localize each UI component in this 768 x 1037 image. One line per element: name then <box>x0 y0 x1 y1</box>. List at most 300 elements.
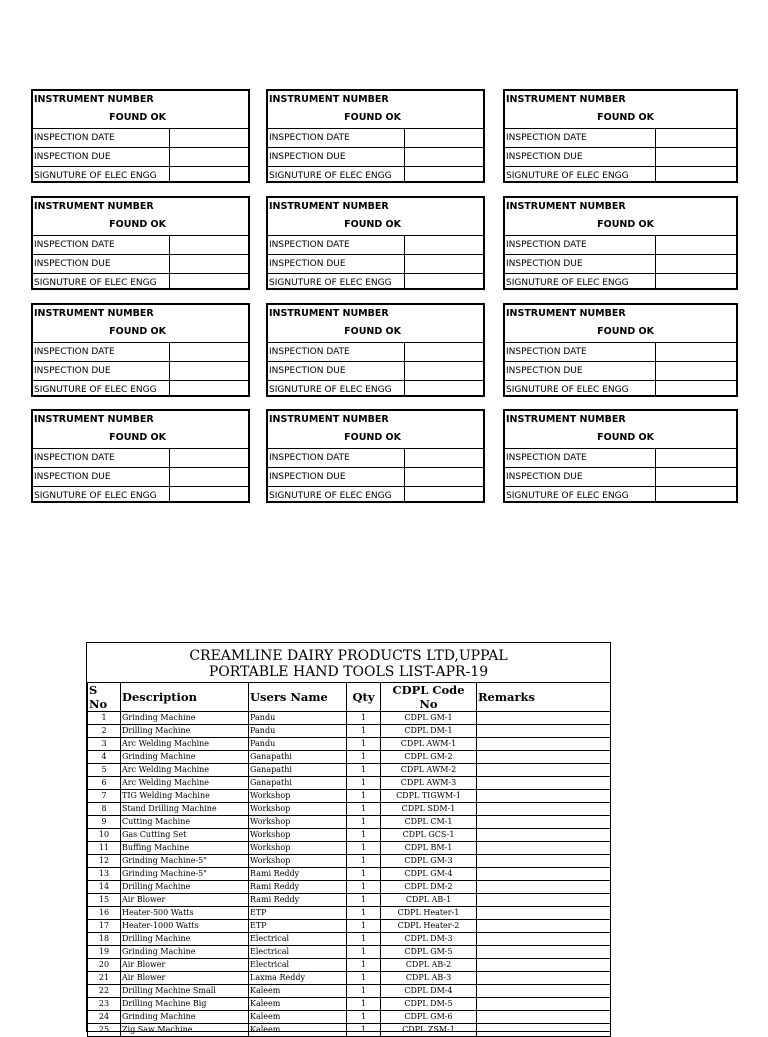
instrument-tag <box>266 196 485 290</box>
cell-sno: 12 <box>88 855 121 868</box>
cell-remarks <box>477 959 611 972</box>
table-header-row <box>88 683 611 712</box>
tools-table <box>87 682 611 1037</box>
cell-sno: 18 <box>88 933 121 946</box>
cell-users-name: Workshop <box>249 790 347 803</box>
company-title: CREAMLINE DAIRY PRODUCTS LTD,UPPAL <box>189 648 508 664</box>
cell-qty: 1 <box>347 1024 381 1037</box>
signature-label: SIGNUTURE OF ELEC ENGG <box>269 385 392 395</box>
cell-description: Grinding Machine <box>121 1011 249 1024</box>
cell-description: Air Blower <box>121 894 249 907</box>
inspection-due-row <box>33 361 248 380</box>
cell-code: CDPL SDM-1 <box>381 803 477 816</box>
cell-remarks <box>477 894 611 907</box>
cell-users-name: Kaleem <box>249 1024 347 1037</box>
inspection-due-row <box>33 147 248 166</box>
cell-remarks <box>477 803 611 816</box>
tools-list <box>86 642 611 1032</box>
inspection-due-label: INSPECTION DUE <box>506 366 583 376</box>
table-row <box>88 946 611 959</box>
value-column-divider <box>655 128 656 181</box>
signature-row <box>505 166 736 185</box>
cell-description: Air Blower <box>121 972 249 985</box>
cell-remarks <box>477 842 611 855</box>
cell-code: CDPL DM-3 <box>381 933 477 946</box>
cell-users-name: Electrical <box>249 959 347 972</box>
cell-qty: 1 <box>347 907 381 920</box>
cell-remarks <box>477 972 611 985</box>
value-column-divider <box>404 342 405 395</box>
cell-users-name: Kaleem <box>249 985 347 998</box>
instrument-tag <box>503 303 738 397</box>
instrument-number-label: INSTRUMENT NUMBER <box>34 94 154 105</box>
signature-label: SIGNUTURE OF ELEC ENGG <box>34 278 157 288</box>
instrument-tags-grid <box>31 89 738 509</box>
table-row <box>88 868 611 881</box>
cell-users-name: Workshop <box>249 816 347 829</box>
inspection-due-row <box>33 467 248 486</box>
cell-sno: 6 <box>88 777 121 790</box>
instrument-tag <box>31 89 250 183</box>
inspection-date-row <box>505 235 736 254</box>
table-row <box>88 777 611 790</box>
table-row <box>88 881 611 894</box>
cell-code: CDPL AB-2 <box>381 959 477 972</box>
cell-description: Grinding Machine-5" <box>121 855 249 868</box>
cell-description: Arc Welding Machine <box>121 777 249 790</box>
signature-row <box>268 486 483 505</box>
inspection-date-row <box>268 128 483 147</box>
inspection-due-row <box>505 254 736 273</box>
cell-remarks <box>477 985 611 998</box>
cell-description: Grinding Machine <box>121 751 249 764</box>
cell-sno: 4 <box>88 751 121 764</box>
cell-description: Buffing Machine <box>121 842 249 855</box>
cell-code: CDPL GCS-1 <box>381 829 477 842</box>
inspection-date-label: INSPECTION DATE <box>34 133 115 143</box>
signature-label: SIGNUTURE OF ELEC ENGG <box>34 385 157 395</box>
signature-label: SIGNUTURE OF ELEC ENGG <box>506 385 629 395</box>
cell-code: CDPL ZSM-1 <box>381 1024 477 1037</box>
cell-code: CDPL AB-3 <box>381 972 477 985</box>
cell-description: Zig Saw Machine <box>121 1024 249 1037</box>
signature-row <box>505 273 736 292</box>
cell-qty: 1 <box>347 842 381 855</box>
inspection-due-row <box>505 147 736 166</box>
inspection-date-row <box>33 342 248 361</box>
header-qty: Qty <box>347 683 381 712</box>
cell-users-name: Pandu <box>249 712 347 725</box>
table-row <box>88 998 611 1011</box>
cell-qty: 1 <box>347 959 381 972</box>
cell-remarks <box>477 1024 611 1037</box>
cell-description: Arc Welding Machine <box>121 764 249 777</box>
found-ok-label: FOUND OK <box>109 326 166 337</box>
inspection-due-label: INSPECTION DUE <box>506 472 583 482</box>
value-column-divider <box>404 448 405 501</box>
cell-code: CDPL Heater-1 <box>381 907 477 920</box>
cell-qty: 1 <box>347 946 381 959</box>
table-row <box>88 725 611 738</box>
table-row <box>88 829 611 842</box>
table-row <box>88 738 611 751</box>
cell-sno: 14 <box>88 881 121 894</box>
instrument-number-label: INSTRUMENT NUMBER <box>506 201 626 212</box>
inspection-date-row <box>33 235 248 254</box>
cell-users-name: ETP <box>249 907 347 920</box>
cell-code: CDPL AWM-2 <box>381 764 477 777</box>
signature-label: SIGNUTURE OF ELEC ENGG <box>269 491 392 501</box>
instrument-tag <box>503 196 738 290</box>
instrument-number-label: INSTRUMENT NUMBER <box>34 414 154 425</box>
cell-remarks <box>477 855 611 868</box>
cell-sno: 23 <box>88 998 121 1011</box>
found-ok-label: FOUND OK <box>597 112 654 123</box>
inspection-date-row <box>268 342 483 361</box>
table-row <box>88 816 611 829</box>
found-ok-label: FOUND OK <box>597 219 654 230</box>
cell-sno: 25 <box>88 1024 121 1037</box>
cell-remarks <box>477 712 611 725</box>
cell-users-name: Workshop <box>249 842 347 855</box>
cell-qty: 1 <box>347 803 381 816</box>
table-row <box>88 751 611 764</box>
instrument-tag <box>503 89 738 183</box>
cell-description: Drilling Machine <box>121 881 249 894</box>
cell-users-name: Laxma Reddy <box>249 972 347 985</box>
cell-description: Gas Cutting Set <box>121 829 249 842</box>
instrument-tag <box>31 303 250 397</box>
cell-qty: 1 <box>347 920 381 933</box>
cell-description: TIG Welding Machine <box>121 790 249 803</box>
cell-description: Grinding Machine <box>121 712 249 725</box>
inspection-date-row <box>505 128 736 147</box>
inspection-date-label: INSPECTION DATE <box>506 347 587 357</box>
cell-sno: 20 <box>88 959 121 972</box>
signature-row <box>33 166 248 185</box>
inspection-date-label: INSPECTION DATE <box>269 347 350 357</box>
cell-remarks <box>477 790 611 803</box>
cell-qty: 1 <box>347 738 381 751</box>
cell-qty: 1 <box>347 985 381 998</box>
signature-row <box>268 380 483 399</box>
cell-description: Heater-500 Watts <box>121 907 249 920</box>
found-ok-label: FOUND OK <box>597 432 654 443</box>
cell-users-name: Rami Reddy <box>249 868 347 881</box>
cell-code: CDPL DM-4 <box>381 985 477 998</box>
cell-remarks <box>477 829 611 842</box>
value-column-divider <box>169 128 170 181</box>
instrument-number-label: INSTRUMENT NUMBER <box>269 94 389 105</box>
cell-qty: 1 <box>347 855 381 868</box>
cell-users-name: Pandu <box>249 738 347 751</box>
cell-code: CDPL DM-5 <box>381 998 477 1011</box>
table-row <box>88 972 611 985</box>
instrument-number-label: INSTRUMENT NUMBER <box>506 308 626 319</box>
cell-sno: 9 <box>88 816 121 829</box>
cell-users-name: Kaleem <box>249 1011 347 1024</box>
cell-description: Grinding Machine-5" <box>121 868 249 881</box>
cell-qty: 1 <box>347 829 381 842</box>
cell-description: Drilling Machine <box>121 725 249 738</box>
found-ok-label: FOUND OK <box>109 112 166 123</box>
inspection-due-label: INSPECTION DUE <box>506 259 583 269</box>
cell-qty: 1 <box>347 894 381 907</box>
inspection-due-label: INSPECTION DUE <box>269 152 346 162</box>
inspection-due-row <box>268 254 483 273</box>
cell-qty: 1 <box>347 972 381 985</box>
cell-qty: 1 <box>347 868 381 881</box>
cell-qty: 1 <box>347 816 381 829</box>
cell-remarks <box>477 751 611 764</box>
cell-users-name: Workshop <box>249 803 347 816</box>
signature-row <box>33 273 248 292</box>
cell-code: CDPL DM-1 <box>381 725 477 738</box>
signature-row <box>505 486 736 505</box>
cell-users-name: Ganapathi <box>249 751 347 764</box>
cell-qty: 1 <box>347 712 381 725</box>
found-ok-label: FOUND OK <box>597 326 654 337</box>
table-row <box>88 894 611 907</box>
instrument-number-label: INSTRUMENT NUMBER <box>34 308 154 319</box>
inspection-due-label: INSPECTION DUE <box>34 259 111 269</box>
cell-description: Stand Drilling Machine <box>121 803 249 816</box>
cell-remarks <box>477 946 611 959</box>
instrument-number-label: INSTRUMENT NUMBER <box>34 201 154 212</box>
inspection-date-row <box>33 128 248 147</box>
cell-code: CDPL GM-1 <box>381 712 477 725</box>
cell-code: CDPL GM-3 <box>381 855 477 868</box>
instrument-number-label: INSTRUMENT NUMBER <box>269 414 389 425</box>
cell-qty: 1 <box>347 777 381 790</box>
header-description: Description <box>121 683 249 712</box>
cell-remarks <box>477 881 611 894</box>
cell-sno: 1 <box>88 712 121 725</box>
cell-sno: 3 <box>88 738 121 751</box>
signature-label: SIGNUTURE OF ELEC ENGG <box>506 491 629 501</box>
list-subtitle: PORTABLE HAND TOOLS LIST-APR-19 <box>208 664 489 680</box>
inspection-date-label: INSPECTION DATE <box>506 240 587 250</box>
cell-qty: 1 <box>347 751 381 764</box>
signature-label: SIGNUTURE OF ELEC ENGG <box>506 171 629 181</box>
inspection-due-label: INSPECTION DUE <box>34 152 111 162</box>
cell-qty: 1 <box>347 764 381 777</box>
signature-label: SIGNUTURE OF ELEC ENGG <box>34 171 157 181</box>
cell-sno: 2 <box>88 725 121 738</box>
instrument-number-label: INSTRUMENT NUMBER <box>269 308 389 319</box>
table-row <box>88 712 611 725</box>
instrument-tag <box>503 409 738 503</box>
inspection-date-row <box>505 342 736 361</box>
cell-users-name: Rami Reddy <box>249 894 347 907</box>
inspection-date-label: INSPECTION DATE <box>34 347 115 357</box>
table-row <box>88 907 611 920</box>
signature-row <box>268 273 483 292</box>
cell-description: Heater-1000 Watts <box>121 920 249 933</box>
instrument-tag <box>266 409 485 503</box>
cell-qty: 1 <box>347 790 381 803</box>
header-remarks: Remarks <box>477 683 611 712</box>
inspection-date-label: INSPECTION DATE <box>506 453 587 463</box>
found-ok-label: FOUND OK <box>344 432 401 443</box>
cell-remarks <box>477 816 611 829</box>
header-code: CDPL Code No <box>381 683 477 712</box>
inspection-date-row <box>505 448 736 467</box>
signature-label: SIGNUTURE OF ELEC ENGG <box>269 171 392 181</box>
signature-row <box>268 166 483 185</box>
inspection-due-label: INSPECTION DUE <box>269 366 346 376</box>
table-row <box>88 855 611 868</box>
cell-remarks <box>477 1011 611 1024</box>
found-ok-label: FOUND OK <box>109 432 166 443</box>
cell-remarks <box>477 738 611 751</box>
cell-description: Drilling Machine <box>121 933 249 946</box>
cell-remarks <box>477 998 611 1011</box>
cell-users-name: Ganapathi <box>249 777 347 790</box>
instrument-number-label: INSTRUMENT NUMBER <box>506 94 626 105</box>
table-row <box>88 842 611 855</box>
inspection-date-row <box>268 235 483 254</box>
cell-code: CDPL CM-1 <box>381 816 477 829</box>
cell-code: CDPL AB-1 <box>381 894 477 907</box>
inspection-due-label: INSPECTION DUE <box>34 472 111 482</box>
cell-sno: 16 <box>88 907 121 920</box>
cell-remarks <box>477 920 611 933</box>
cell-remarks <box>477 764 611 777</box>
table-row <box>88 920 611 933</box>
cell-code: CDPL DM-2 <box>381 881 477 894</box>
cell-users-name: Workshop <box>249 829 347 842</box>
cell-sno: 11 <box>88 842 121 855</box>
cell-description: Arc Welding Machine <box>121 738 249 751</box>
found-ok-label: FOUND OK <box>109 219 166 230</box>
value-column-divider <box>655 342 656 395</box>
header-users-name: Users Name <box>249 683 347 712</box>
inspection-date-label: INSPECTION DATE <box>269 240 350 250</box>
inspection-date-label: INSPECTION DATE <box>269 133 350 143</box>
inspection-due-row <box>505 361 736 380</box>
value-column-divider <box>404 235 405 288</box>
cell-remarks <box>477 907 611 920</box>
cell-code: CDPL Heater-2 <box>381 920 477 933</box>
inspection-date-label: INSPECTION DATE <box>269 453 350 463</box>
cell-users-name: Kaleem <box>249 998 347 1011</box>
inspection-due-row <box>268 361 483 380</box>
inspection-due-row <box>33 254 248 273</box>
value-column-divider <box>404 128 405 181</box>
found-ok-label: FOUND OK <box>344 326 401 337</box>
instrument-tag <box>266 89 485 183</box>
cell-users-name: Ganapathi <box>249 764 347 777</box>
signature-row <box>33 380 248 399</box>
cell-description: Drilling Machine Small <box>121 985 249 998</box>
inspection-due-row <box>505 467 736 486</box>
instrument-number-label: INSTRUMENT NUMBER <box>506 414 626 425</box>
value-column-divider <box>655 448 656 501</box>
cell-description: Grinding Machine <box>121 946 249 959</box>
instrument-tag <box>31 409 250 503</box>
instrument-tag <box>31 196 250 290</box>
table-row <box>88 790 611 803</box>
cell-remarks <box>477 868 611 881</box>
inspection-date-label: INSPECTION DATE <box>34 240 115 250</box>
cell-sno: 22 <box>88 985 121 998</box>
cell-sno: 5 <box>88 764 121 777</box>
table-row <box>88 1011 611 1024</box>
cell-code: CDPL GM-5 <box>381 946 477 959</box>
cell-users-name: Electrical <box>249 946 347 959</box>
cell-qty: 1 <box>347 725 381 738</box>
inspection-due-label: INSPECTION DUE <box>506 152 583 162</box>
cell-qty: 1 <box>347 933 381 946</box>
inspection-date-row <box>268 448 483 467</box>
cell-remarks <box>477 933 611 946</box>
inspection-due-row <box>268 147 483 166</box>
cell-remarks <box>477 777 611 790</box>
cell-description: Cutting Machine <box>121 816 249 829</box>
table-row <box>88 985 611 998</box>
cell-code: CDPL AWM-1 <box>381 738 477 751</box>
inspection-due-label: INSPECTION DUE <box>34 366 111 376</box>
cell-sno: 15 <box>88 894 121 907</box>
cell-code: CDPL GM-6 <box>381 1011 477 1024</box>
inspection-due-row <box>268 467 483 486</box>
signature-label: SIGNUTURE OF ELEC ENGG <box>34 491 157 501</box>
signature-label: SIGNUTURE OF ELEC ENGG <box>269 278 392 288</box>
cell-sno: 8 <box>88 803 121 816</box>
inspection-date-label: INSPECTION DATE <box>506 133 587 143</box>
cell-users-name: Rami Reddy <box>249 881 347 894</box>
cell-sno: 24 <box>88 1011 121 1024</box>
instrument-tag <box>266 303 485 397</box>
cell-description: Drilling Machine Big <box>121 998 249 1011</box>
cell-users-name: Electrical <box>249 933 347 946</box>
table-row <box>88 1024 611 1037</box>
found-ok-label: FOUND OK <box>344 112 401 123</box>
cell-remarks <box>477 725 611 738</box>
value-column-divider <box>169 342 170 395</box>
signature-label: SIGNUTURE OF ELEC ENGG <box>506 278 629 288</box>
cell-code: CDPL AWM-3 <box>381 777 477 790</box>
header-sno: S No <box>88 683 121 712</box>
cell-description: Air Blower <box>121 959 249 972</box>
inspection-date-label: INSPECTION DATE <box>34 453 115 463</box>
table-row <box>88 959 611 972</box>
found-ok-label: FOUND OK <box>344 219 401 230</box>
cell-code: CDPL BM-1 <box>381 842 477 855</box>
cell-sno: 19 <box>88 946 121 959</box>
cell-code: CDPL TIGWM-1 <box>381 790 477 803</box>
value-column-divider <box>169 448 170 501</box>
signature-row <box>505 380 736 399</box>
instrument-number-label: INSTRUMENT NUMBER <box>269 201 389 212</box>
cell-users-name: Workshop <box>249 855 347 868</box>
signature-row <box>33 486 248 505</box>
tools-table-body <box>88 712 611 1037</box>
value-column-divider <box>169 235 170 288</box>
cell-qty: 1 <box>347 1011 381 1024</box>
cell-qty: 1 <box>347 881 381 894</box>
inspection-due-label: INSPECTION DUE <box>269 259 346 269</box>
table-row <box>88 933 611 946</box>
cell-sno: 7 <box>88 790 121 803</box>
cell-sno: 13 <box>88 868 121 881</box>
table-row <box>88 764 611 777</box>
cell-code: CDPL GM-4 <box>381 868 477 881</box>
inspection-date-row <box>33 448 248 467</box>
inspection-due-label: INSPECTION DUE <box>269 472 346 482</box>
cell-sno: 21 <box>88 972 121 985</box>
